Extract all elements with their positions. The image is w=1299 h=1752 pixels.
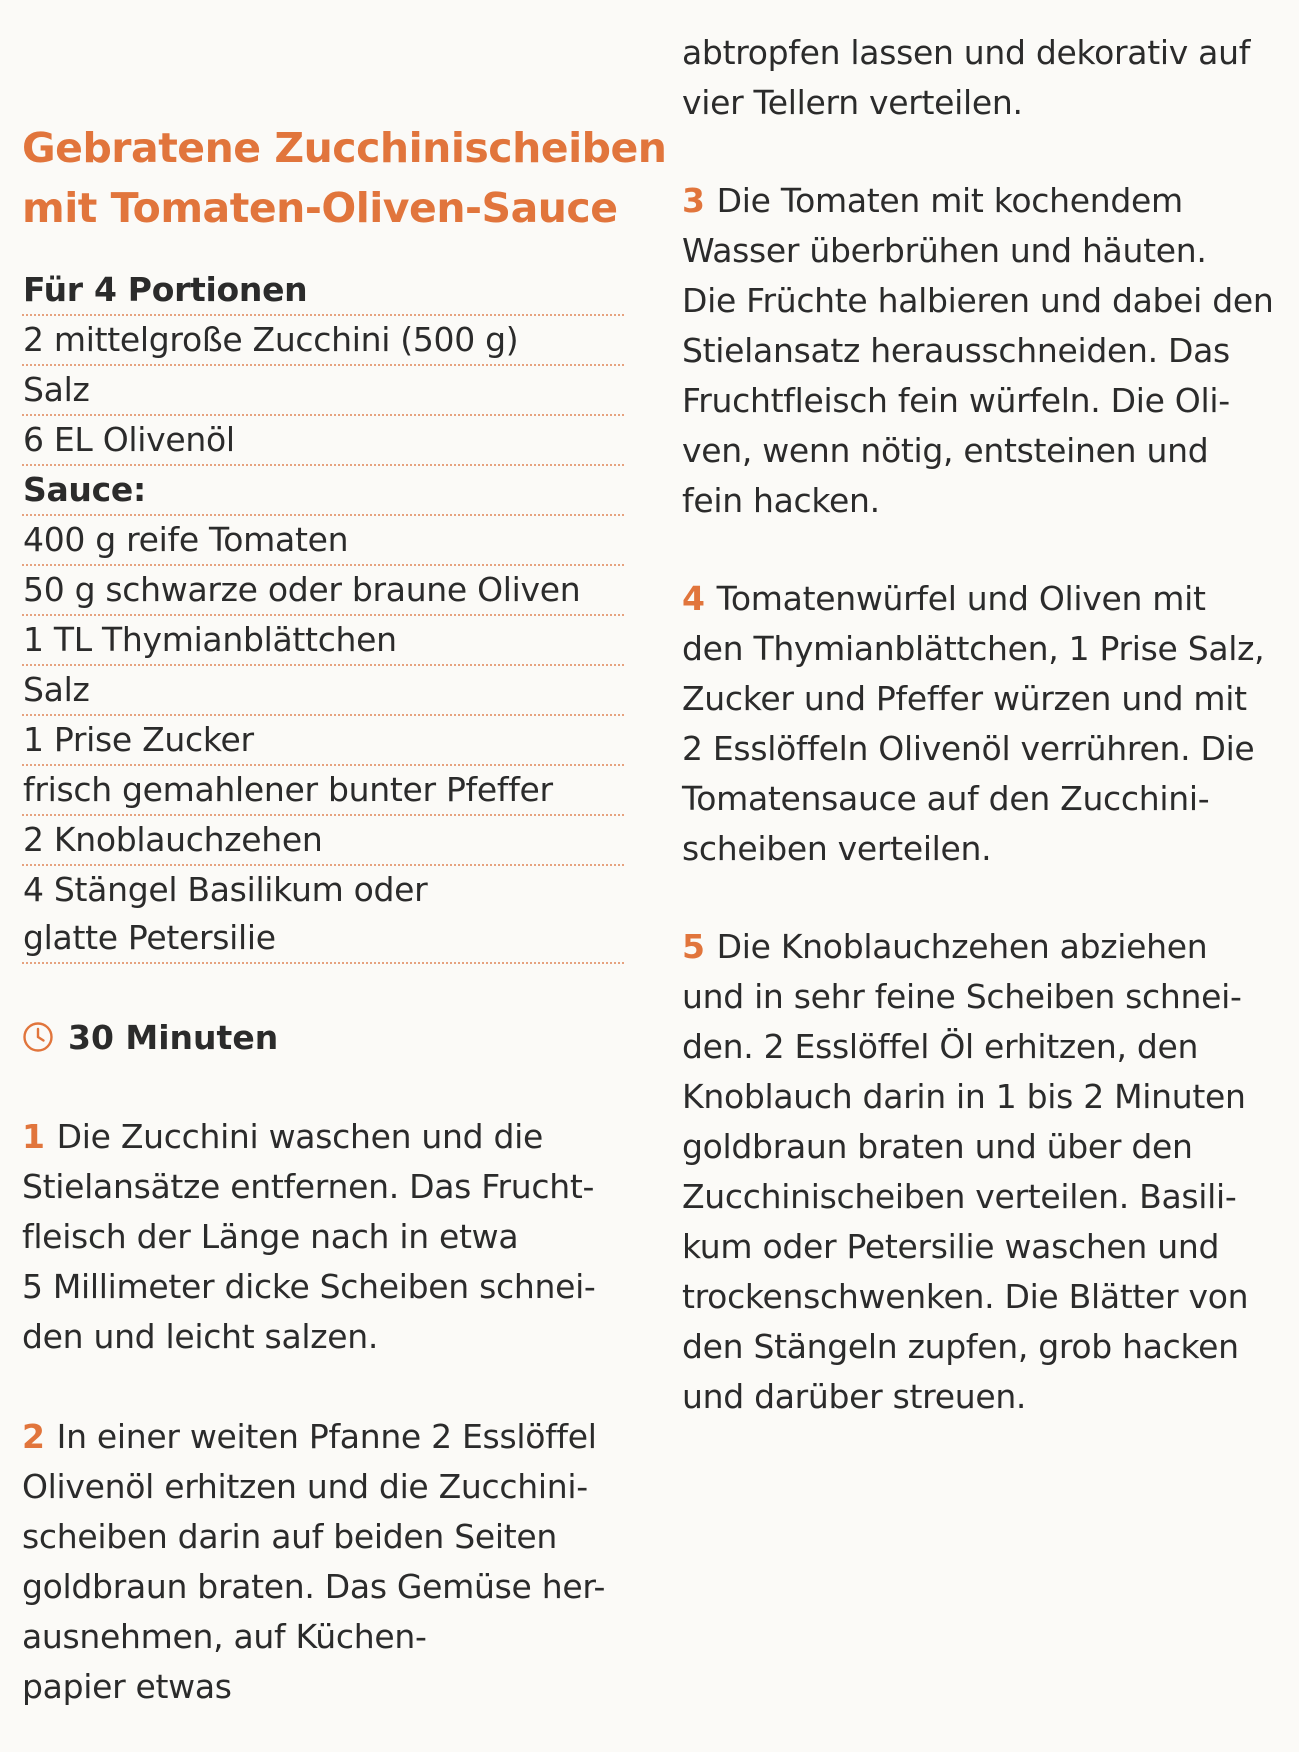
- ingredient-item: frisch gemahlener bunter Pfeffer: [22, 766, 624, 816]
- step-line: scheiben verteilen.: [682, 829, 992, 868]
- step-line: den und leicht salzen.: [22, 1317, 379, 1356]
- step-line: Tomatenwürfel und Oliven mit: [716, 579, 1206, 618]
- step-number: 5: [682, 927, 705, 966]
- ingredient-heading-sauce: Sauce:: [22, 466, 624, 516]
- step-line: Tomatensauce auf den Zucchini-: [682, 779, 1210, 818]
- ingredient-item: 1 Prise Zucker: [22, 716, 624, 766]
- ingredient-item: 2 Knoblauchzehen: [22, 816, 624, 866]
- step-line: Knoblauch darin in 1 bis 2 Minuten: [682, 1077, 1246, 1116]
- step-line: ven, wenn nötig, entsteinen und: [682, 431, 1209, 470]
- ingredient-item: 400 g reife Tomaten: [22, 516, 624, 566]
- step-line: 5 Millimeter dicke Scheiben schnei-: [22, 1267, 596, 1306]
- ingredient-item: 6 EL Olivenöl: [22, 416, 624, 466]
- step-line: fein hacken.: [682, 481, 880, 520]
- step-number: 2: [22, 1417, 45, 1456]
- step-line: Die Früchte halbieren und dabei den: [682, 281, 1274, 320]
- step-line: vier Tellern verteilen.: [682, 83, 1023, 122]
- right-column: [682, 28, 1282, 1422]
- step-line: Die Tomaten mit kochendem: [716, 181, 1183, 220]
- left-column: [22, 118, 667, 1712]
- clock-icon: [22, 1021, 54, 1053]
- step-number: 4: [682, 579, 705, 618]
- step-line: fleisch der Länge nach in etwa: [22, 1217, 519, 1256]
- step-line: und darüber streuen.: [682, 1377, 1027, 1416]
- ingredient-list: [22, 266, 624, 964]
- step-4: [682, 574, 1282, 874]
- ingredient-item: Salz: [22, 666, 624, 716]
- step-3: [682, 176, 1282, 526]
- step-line: abtropfen lassen und dekorativ auf: [682, 33, 1251, 72]
- step-1: [22, 1112, 624, 1362]
- ingredient-item: 50 g schwarze oder braune Oliven: [22, 566, 624, 616]
- step-number: 1: [22, 1117, 45, 1156]
- step-line: den Stängeln zupfen, grob hacken: [682, 1327, 1239, 1366]
- step-2-continued: [682, 28, 1282, 128]
- recipe-title-line-1: Gebratene Zucchinischeiben: [22, 124, 667, 172]
- recipe-title-line-2: mit Tomaten-Oliven-Sauce: [22, 184, 618, 232]
- step-line: goldbraun braten und über den: [682, 1127, 1193, 1166]
- step-line: kum oder Petersilie waschen und: [682, 1227, 1220, 1266]
- step-line: scheiben darin auf beiden Seiten: [22, 1517, 557, 1556]
- step-line: Olivenöl erhitzen und die Zucchini-: [22, 1467, 588, 1506]
- ingredient-item: 4 Stängel Basilikum oder: [23, 870, 428, 909]
- step-line: und in sehr feine Scheiben schnei-: [682, 977, 1242, 1016]
- step-line: 2 Esslöffeln Olivenöl verrühren. Die: [682, 729, 1255, 768]
- ingredient-item: 2 mittelgroße Zucchini (500 g): [22, 316, 624, 366]
- ingredient-item: glatte Petersilie: [22, 914, 624, 964]
- step-line: goldbraun braten. Das Gemüse her-: [22, 1567, 606, 1606]
- step-line: trockenschwenken. Die Blätter von: [682, 1277, 1249, 1316]
- preparation-time: [22, 1012, 624, 1062]
- step-line: Stielansatz herausschneiden. Das: [682, 331, 1230, 370]
- step-line: In einer weiten Pfanne 2 Esslöffel: [56, 1417, 597, 1456]
- ingredient-heading-portions: Für 4 Portionen: [22, 266, 624, 316]
- step-number: 3: [682, 181, 705, 220]
- step-5: [682, 922, 1282, 1422]
- step-line: papier etwas: [22, 1667, 232, 1706]
- step-line: Die Zucchini waschen und die: [56, 1117, 543, 1156]
- recipe-title: [22, 118, 667, 238]
- step-line: den. 2 Esslöffel Öl erhitzen, den: [682, 1027, 1199, 1066]
- ingredient-item: 1 TL Thymianblättchen: [22, 616, 624, 666]
- preparation-time-text: 30 Minuten: [68, 1017, 279, 1057]
- step-line: Fruchtfleisch fein würfeln. Die Oli-: [682, 381, 1230, 420]
- step-line: Zucchinischeiben verteilen. Basili-: [682, 1177, 1237, 1216]
- step-line: Wasser überbrühen und häuten.: [682, 231, 1207, 270]
- step-line: Zucker und Pfeffer würzen und mit: [682, 679, 1247, 718]
- step-line: den Thymianblättchen, 1 Prise Salz,: [682, 629, 1265, 668]
- step-line: Die Knoblauchzehen abziehen: [716, 927, 1208, 966]
- step-2: [22, 1412, 624, 1712]
- step-line: ausnehmen, auf Küchen-: [22, 1617, 427, 1656]
- ingredient-item: Salz: [22, 366, 624, 416]
- step-line: Stielansätze entfernen. Das Frucht-: [22, 1167, 595, 1206]
